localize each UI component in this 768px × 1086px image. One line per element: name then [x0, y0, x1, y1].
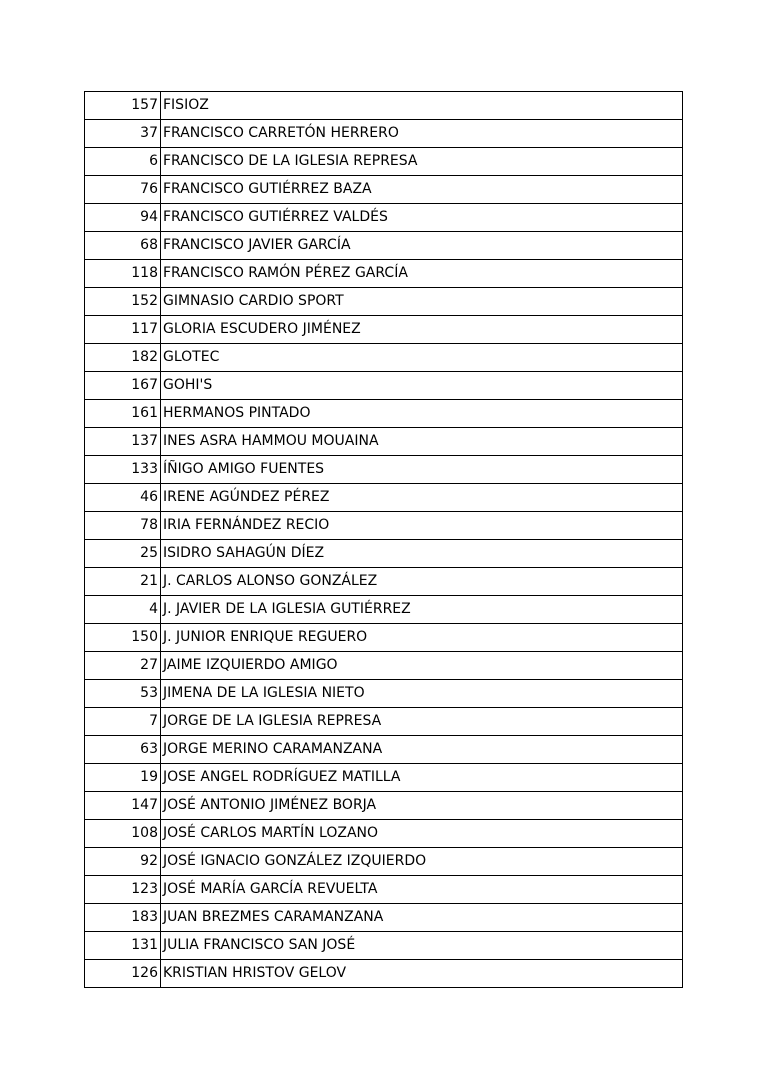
table-row: [85, 540, 683, 568]
row-name: JOSE ANGEL RODRÍGUEZ MATILLA: [161, 764, 683, 792]
row-number: 78: [85, 512, 161, 540]
row-number: 21: [85, 568, 161, 596]
row-number: 6: [85, 148, 161, 176]
row-name: JOSÉ IGNACIO GONZÁLEZ IZQUIERDO: [161, 848, 683, 876]
table-row: [85, 204, 683, 232]
table-row: [85, 512, 683, 540]
row-name: KRISTIAN HRISTOV GELOV: [161, 960, 683, 988]
row-number: 137: [85, 428, 161, 456]
row-number: 161: [85, 400, 161, 428]
row-number: 118: [85, 260, 161, 288]
table-row: [85, 848, 683, 876]
table-row: [85, 120, 683, 148]
table-row: [85, 820, 683, 848]
table-row: [85, 372, 683, 400]
row-name: JUAN BREZMES CARAMANZANA: [161, 904, 683, 932]
row-name: J. JAVIER DE LA IGLESIA GUTIÉRREZ: [161, 596, 683, 624]
row-number: 37: [85, 120, 161, 148]
row-number: 182: [85, 344, 161, 372]
row-name: JOSÉ CARLOS MARTÍN LOZANO: [161, 820, 683, 848]
table-row: [85, 400, 683, 428]
row-name: HERMANOS PINTADO: [161, 400, 683, 428]
row-number: 150: [85, 624, 161, 652]
row-name: ÍÑIGO AMIGO FUENTES: [161, 456, 683, 484]
row-name: IRIA FERNÁNDEZ RECIO: [161, 512, 683, 540]
row-name: IRENE AGÚNDEZ PÉREZ: [161, 484, 683, 512]
table-row: [85, 736, 683, 764]
row-name: FRANCISCO GUTIÉRREZ VALDÉS: [161, 204, 683, 232]
row-name: GIMNASIO CARDIO SPORT: [161, 288, 683, 316]
row-name: JOSÉ ANTONIO JIMÉNEZ BORJA: [161, 792, 683, 820]
table-row: [85, 148, 683, 176]
table-row: [85, 960, 683, 988]
row-name: FISIOZ: [161, 92, 683, 120]
row-name: GLOTEC: [161, 344, 683, 372]
table-row: [85, 428, 683, 456]
table-row: [85, 176, 683, 204]
row-number: 63: [85, 736, 161, 764]
row-number: 133: [85, 456, 161, 484]
row-number: 4: [85, 596, 161, 624]
row-number: 94: [85, 204, 161, 232]
table-row: [85, 708, 683, 736]
row-name: FRANCISCO RAMÓN PÉREZ GARCÍA: [161, 260, 683, 288]
row-name: INES ASRA HAMMOU MOUAINA: [161, 428, 683, 456]
participants-table-body: [85, 92, 683, 988]
table-row: [85, 316, 683, 344]
row-name: JULIA FRANCISCO SAN JOSÉ: [161, 932, 683, 960]
row-number: 157: [85, 92, 161, 120]
table-row: [85, 288, 683, 316]
row-number: 68: [85, 232, 161, 260]
table-row: [85, 932, 683, 960]
row-number: 19: [85, 764, 161, 792]
table-row: [85, 680, 683, 708]
row-name: ISIDRO SAHAGÚN DÍEZ: [161, 540, 683, 568]
table-row: [85, 456, 683, 484]
row-number: 131: [85, 932, 161, 960]
table-row: [85, 92, 683, 120]
table-row: [85, 568, 683, 596]
table-row: [85, 596, 683, 624]
row-number: 27: [85, 652, 161, 680]
row-number: 46: [85, 484, 161, 512]
table-row: [85, 792, 683, 820]
row-number: 147: [85, 792, 161, 820]
row-name: GOHI'S: [161, 372, 683, 400]
row-number: 7: [85, 708, 161, 736]
participants-table: [84, 91, 683, 988]
row-number: 53: [85, 680, 161, 708]
row-name: FRANCISCO GUTIÉRREZ BAZA: [161, 176, 683, 204]
row-number: 152: [85, 288, 161, 316]
row-name: FRANCISCO CARRETÓN HERRERO: [161, 120, 683, 148]
row-name: J. JUNIOR ENRIQUE REGUERO: [161, 624, 683, 652]
row-name: JIMENA DE LA IGLESIA NIETO: [161, 680, 683, 708]
row-name: JOSÉ MARÍA GARCÍA REVUELTA: [161, 876, 683, 904]
row-name: FRANCISCO DE LA IGLESIA REPRESA: [161, 148, 683, 176]
table-row: [85, 624, 683, 652]
row-number: 126: [85, 960, 161, 988]
table-row: [85, 764, 683, 792]
table-row: [85, 876, 683, 904]
table-row: [85, 652, 683, 680]
row-number: 123: [85, 876, 161, 904]
row-name: J. CARLOS ALONSO GONZÁLEZ: [161, 568, 683, 596]
row-number: 108: [85, 820, 161, 848]
table-row: [85, 260, 683, 288]
row-name: JORGE DE LA IGLESIA REPRESA: [161, 708, 683, 736]
table-row: [85, 484, 683, 512]
row-number: 76: [85, 176, 161, 204]
row-number: 25: [85, 540, 161, 568]
row-number: 117: [85, 316, 161, 344]
table-row: [85, 232, 683, 260]
row-number: 167: [85, 372, 161, 400]
table-row: [85, 344, 683, 372]
row-name: GLORIA ESCUDERO JIMÉNEZ: [161, 316, 683, 344]
row-name: JORGE MERINO CARAMANZANA: [161, 736, 683, 764]
row-number: 92: [85, 848, 161, 876]
row-name: FRANCISCO JAVIER GARCÍA: [161, 232, 683, 260]
row-number: 183: [85, 904, 161, 932]
table-row: [85, 904, 683, 932]
row-name: JAIME IZQUIERDO AMIGO: [161, 652, 683, 680]
